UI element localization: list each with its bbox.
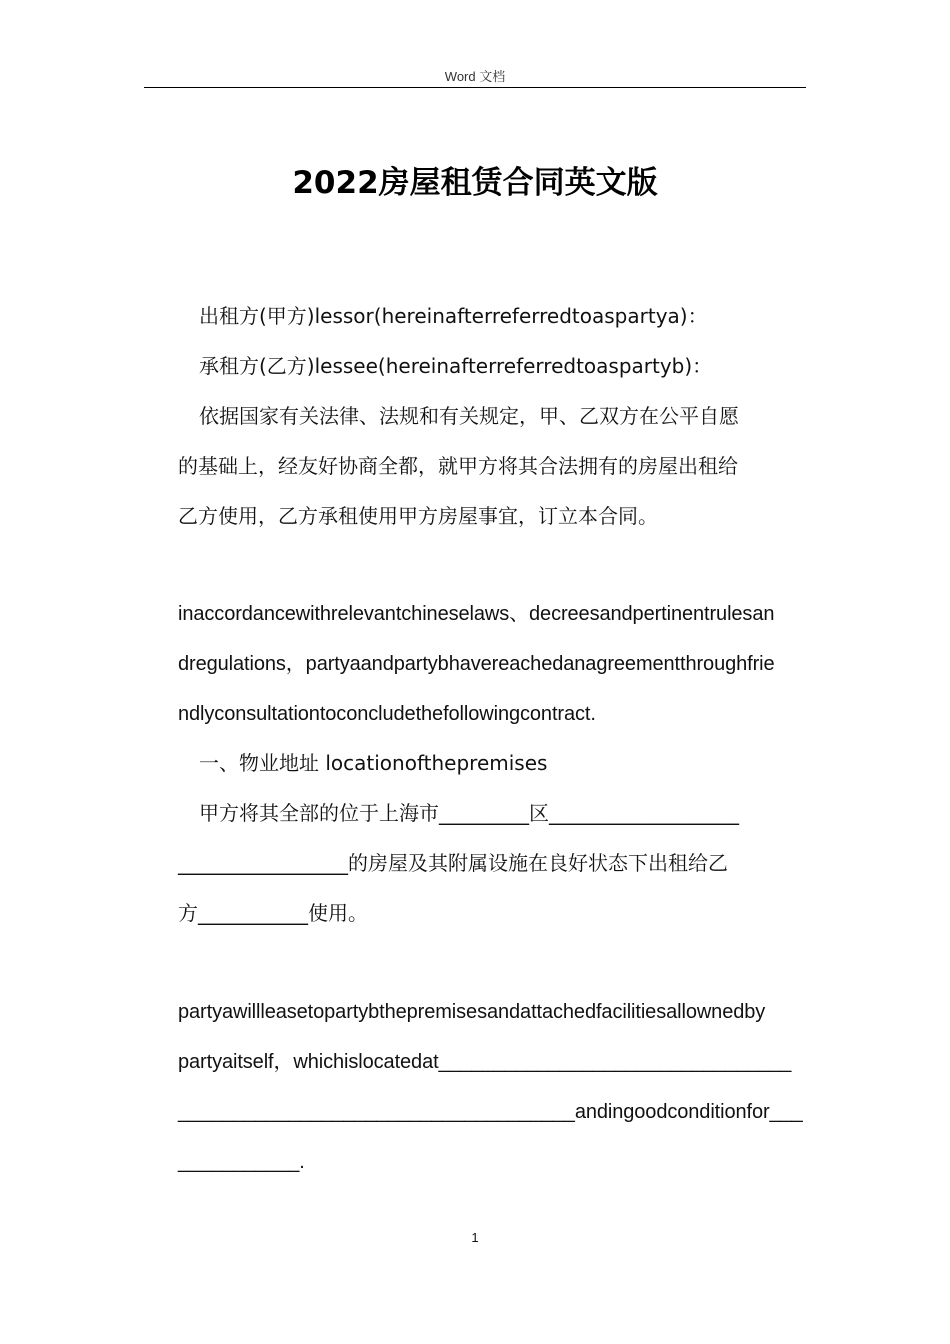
english-preamble-line-1: inaccordancewithrelevantchineselaws、decreesandpertinentrulesan — [178, 603, 775, 625]
english-address — [178, 987, 808, 1187]
document-title: 2022房屋租赁合同英文版 — [292, 165, 658, 201]
page-header: Word 文档 — [444, 69, 506, 84]
english-preamble — [178, 589, 808, 739]
english-preamble-line-3: ndlyconsultationtoconcludethefollowingcontract. — [178, 703, 596, 725]
section-heading: 一、物业地址 locationofthepremises — [199, 751, 548, 775]
address-line-1: 甲方将其全部的位于上海市_________区___________________ — [199, 801, 739, 825]
address-line-3: 方___________使用。 — [178, 901, 368, 925]
english-preamble-line-2: dregulations，partyaandpartybhavereachedanagreementthroughfrie — [178, 653, 775, 675]
address-line-2: _________________的房屋及其附属设施在良好状态下出租给乙 — [178, 851, 728, 875]
english-address-line-1: partyawillleasetopartybthepremisesandattachedfacilitiesallownedby — [178, 1001, 766, 1023]
english-address-line-2: partyaitself，whichislocatedat________________________________ — [178, 1051, 792, 1073]
party-lines — [178, 291, 808, 541]
english-address-line-3: ____________________________________andingoodconditionfor___ — [178, 1101, 803, 1123]
preamble-line-3: 乙方使用，乙方承租使用甲方房屋事宜，订立本合同。 — [178, 504, 658, 528]
page-number: 1 — [471, 1230, 479, 1245]
lessor-line: 出租方(甲方)lessor(hereinafterreferredtoaspartya)： — [199, 304, 708, 328]
section-one — [178, 738, 808, 938]
header-divider — [144, 87, 806, 88]
preamble-line-2: 的基础上，经友好协商全都，就甲方将其合法拥有的房屋出租给 — [178, 454, 738, 478]
lessee-line: 承租方(乙方)lessee(hereinafterreferredtoaspartyb)： — [199, 354, 713, 378]
preamble-line-1: 依据国家有关法律、法规和有关规定，甲、乙双方在公平自愿 — [199, 404, 739, 428]
english-address-line-4: ___________. — [178, 1151, 305, 1173]
